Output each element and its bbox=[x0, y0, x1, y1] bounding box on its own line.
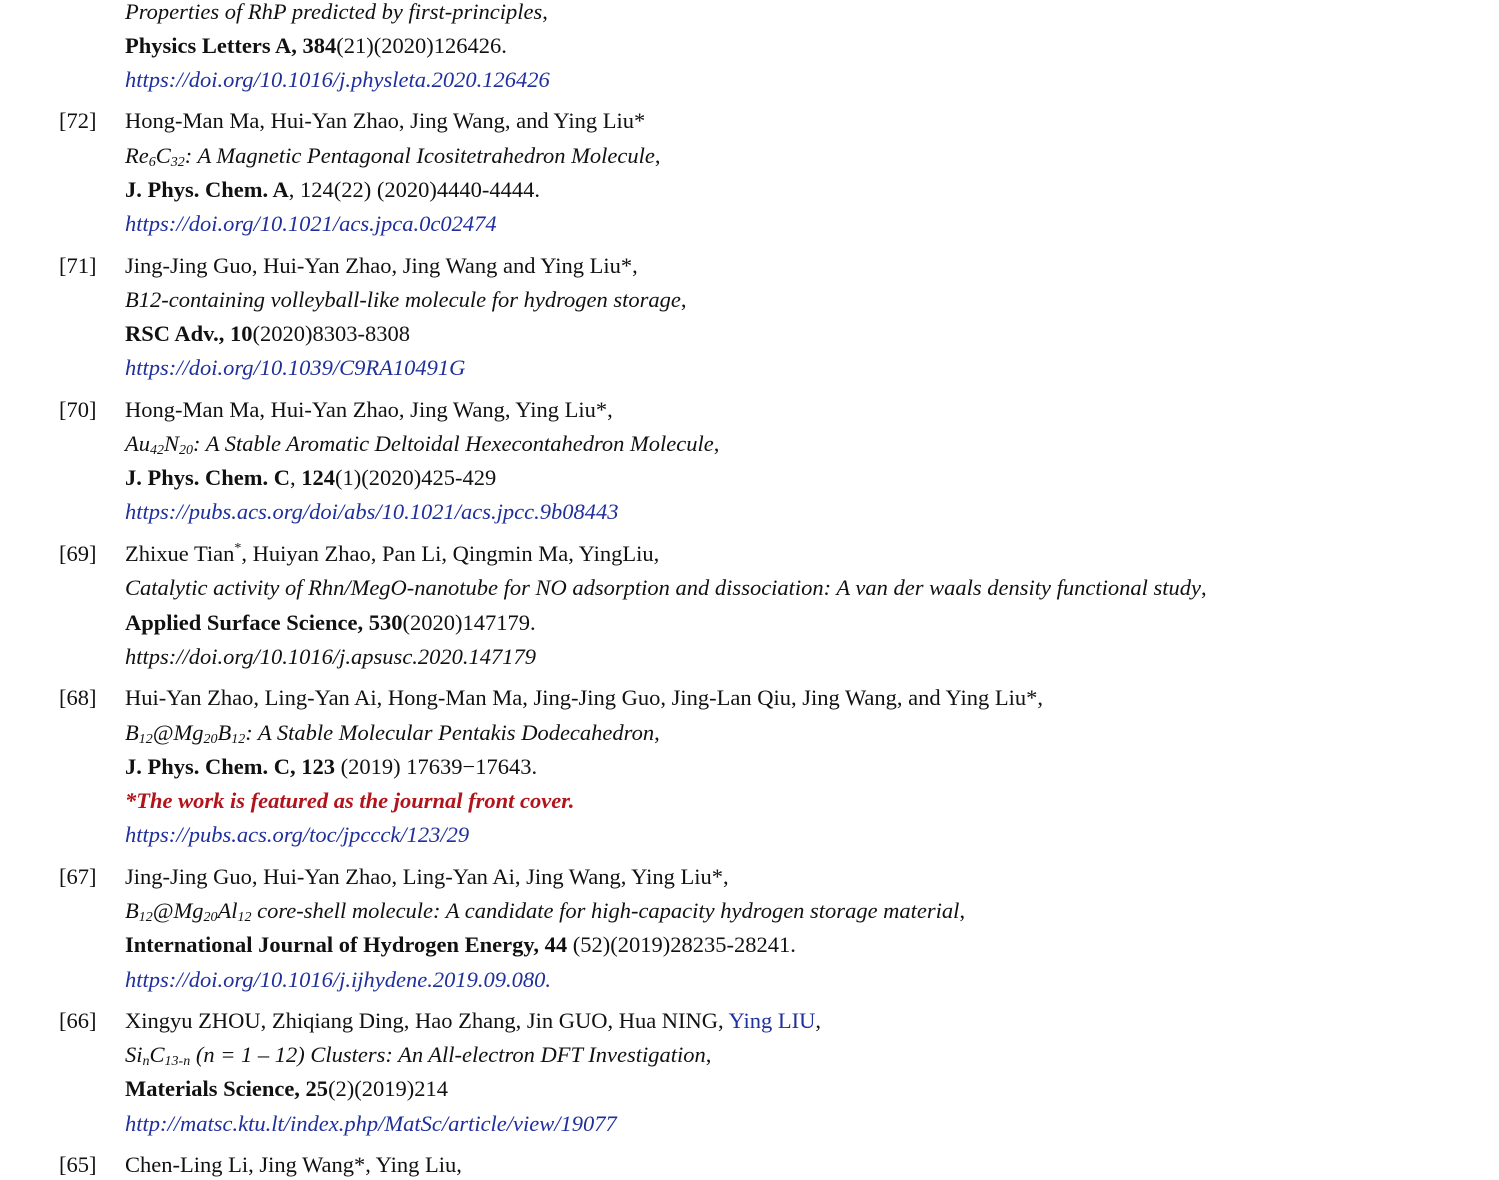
reference-number: [70] bbox=[59, 397, 97, 422]
reference-doi-link[interactable]: https://doi.org/10.1039/C9RA10491G bbox=[125, 355, 466, 380]
reference-title: Catalytic activity of Rhn/MegO-nanotube for NO adsorption and dissociation: A van der waals density functional study, bbox=[125, 575, 1207, 600]
reference-number: [66] bbox=[59, 1008, 97, 1033]
reference-journal: International Journal of Hydrogen Energy, 44 (52)(2019)28235-28241. bbox=[125, 932, 796, 957]
reference-authors: Jing-Jing Guo, Hui-Yan Zhao, Ling-Yan Ai, Jing Wang, Ying Liu*, bbox=[125, 864, 729, 889]
reference-title: $B_{12}@Mg_{20}Al_{12}$ core-shell molecule: A candidate for high-capacity hydrogen storage material, bbox=[125, 898, 966, 925]
reference-journal: Applied Surface Science, 530(2020)147179. bbox=[125, 610, 536, 635]
reference-authors: Hong-Man Ma, Hui-Yan Zhao, Jing Wang, Ying Liu*, bbox=[125, 397, 613, 422]
reference-title: $B_{12}@Mg_{20}B_{12}$: A Stable Molecular Pentakis Dodecahedron, bbox=[125, 720, 660, 747]
reference-authors: Chen-Ling Li, Jing Wang*, Ying Liu, bbox=[125, 1152, 462, 1177]
reference-authors: Zhixue Tian*, Huiyan Zhao, Pan Li, Qingmin Ma, YingLiu, bbox=[125, 541, 660, 566]
reference-journal: J. Phys. Chem. A, 124(22) (2020)4440-4444. bbox=[125, 177, 540, 202]
front-cover-note: *The work is featured as the journal front cover. bbox=[125, 788, 575, 813]
reference-title: $Re_6C_{32}$: A Magnetic Pentagonal Icositetrahedron Molecule, bbox=[125, 143, 661, 170]
reference-authors: Hui-Yan Zhao, Ling-Yan Ai, Hong-Man Ma, Jing-Jing Guo, Jing-Lan Qiu, Jing Wang, and Ying Liu*, bbox=[125, 685, 1043, 710]
reference-doi-link[interactable]: https://doi.org/10.1016/j.apsusc.2020.147179 bbox=[125, 644, 537, 669]
reference-title: Properties of RhP predicted by first-principles, bbox=[125, 0, 548, 24]
reference-journal: Physics Letters A, 384(21)(2020)126426. bbox=[125, 33, 507, 58]
reference-title: B12-containing volleyball-like molecule for hydrogen storage, bbox=[125, 287, 687, 312]
reference-number: [69] bbox=[59, 541, 97, 566]
reference-authors: Hong-Man Ma, Hui-Yan Zhao, Jing Wang, and Ying Liu* bbox=[125, 108, 646, 133]
reference-doi-link[interactable]: https://pubs.acs.org/doi/abs/10.1021/acs.jpcc.9b08443 bbox=[125, 499, 619, 524]
reference-number: [68] bbox=[59, 685, 97, 710]
reference-journal: J. Phys. Chem. C, 123 (2019) 17639−17643. bbox=[125, 754, 538, 779]
reference-number: [65] bbox=[59, 1152, 97, 1177]
reference-doi-link[interactable]: https://doi.org/10.1016/j.ijhydene.2019.09.080. bbox=[125, 967, 552, 992]
reference-authors: Jing-Jing Guo, Hui-Yan Zhao, Jing Wang and Ying Liu*, bbox=[125, 253, 638, 278]
reference-title: $Au_{42}N_{20}$: A Stable Aromatic Deltoidal Hexecontahedron Molecule, bbox=[125, 431, 720, 458]
reference-number: [71] bbox=[59, 253, 97, 278]
reference-number: [67] bbox=[59, 864, 97, 889]
highlighted-author: Ying LIU bbox=[728, 1008, 816, 1033]
reference-doi-link[interactable]: http://matsc.ktu.lt/index.php/MatSc/article/view/19077 bbox=[125, 1111, 617, 1136]
reference-journal: RSC Adv., 10(2020)8303-8308 bbox=[125, 321, 411, 346]
reference-doi-link[interactable]: https://doi.org/10.1021/acs.jpca.0c02474 bbox=[125, 211, 497, 236]
reference-doi-link[interactable]: https://doi.org/10.1016/j.physleta.2020.126426 bbox=[125, 67, 550, 92]
reference-authors: Xingyu ZHOU, Zhiqiang Ding, Hao Zhang, Jin GUO, Hua NING, Ying LIU, bbox=[125, 1008, 821, 1033]
reference-journal: J. Phys. Chem. C, 124(1)(2020)425-429 bbox=[125, 465, 497, 490]
reference-number: [72] bbox=[59, 108, 97, 133]
reference-title: $Si_nC_{13-n}$ (n = 1 – 12) Clusters: An All-electron DFT Investigation, bbox=[125, 1042, 712, 1069]
reference-journal: Materials Science, 25(2)(2019)214 bbox=[125, 1076, 449, 1101]
reference-doi-link[interactable]: https://pubs.acs.org/toc/jpccck/123/29 bbox=[125, 822, 470, 847]
